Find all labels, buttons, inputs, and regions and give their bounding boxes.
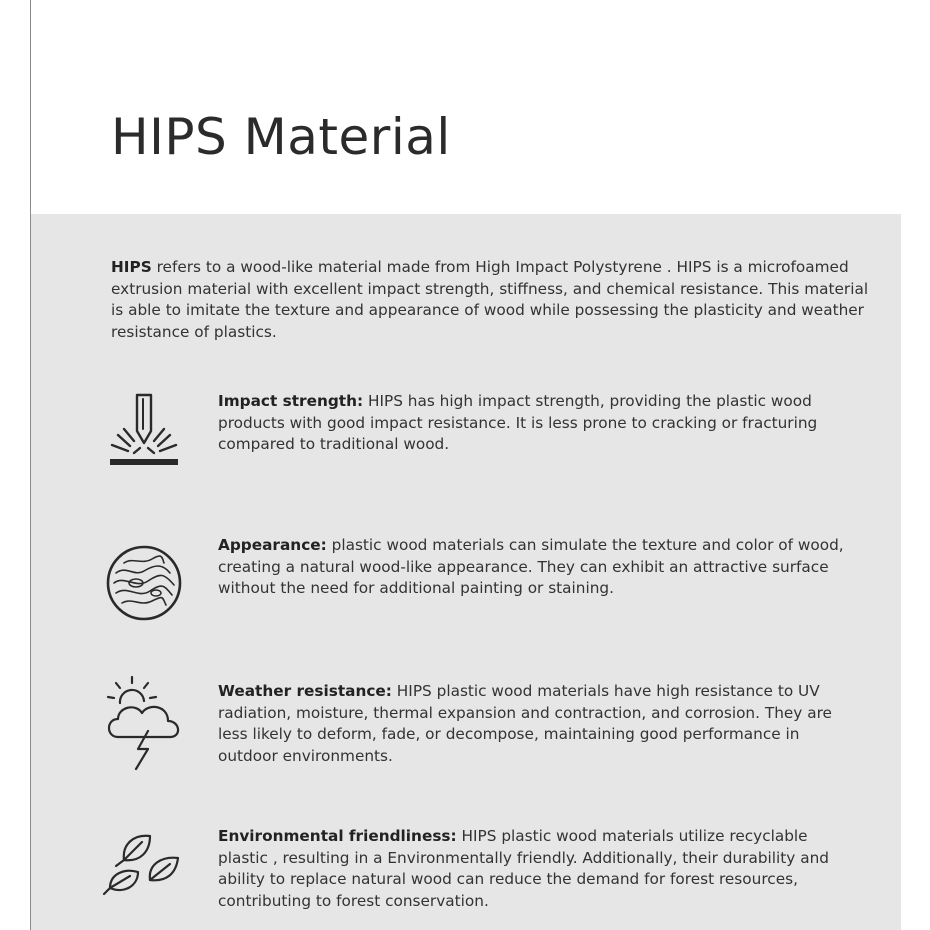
feature-heading: Appearance: [218, 536, 327, 554]
leaves-icon [102, 830, 198, 926]
feature-text [218, 535, 858, 600]
feature-heading: Weather resistance: [218, 682, 392, 700]
intro-paragraph [111, 257, 871, 343]
feature-body: plastic wood materials can simulate the texture and color of wood, creating a natural wood-like appearance. They can exhibit an attractive surface without the need for additional painting or staining. [218, 536, 844, 597]
feature-body: HIPS plastic wood materials utilize recyclable plastic , resulting in a Environmentally friendly. Additionally, their durability and ability to replace natural wood can reduce the demand for forest resources, contributing to forest conservation. [218, 827, 829, 910]
feature-text [218, 681, 858, 767]
wood-grain-icon [104, 543, 200, 639]
feature-text [218, 391, 858, 456]
feature-heading: Environmental friendliness: [218, 827, 457, 845]
impact-icon [104, 391, 200, 487]
weather-icon [102, 673, 198, 769]
feature-heading: Impact strength: [218, 392, 364, 410]
feature-body: HIPS has high impact strength, providing the plastic wood products with good impact resistance. It is less prone to cracking or fracturing compared to traditional wood. [218, 392, 818, 453]
intro-body: refers to a wood-like material made from High Impact Polystyrene . HIPS is a microfoamed extrusion material with excellent impact strength, stiffness, and chemical resistance. This material is able to imitate the texture and appearance of wood while possessing the plasticity and weather resistance of plastics. [111, 258, 869, 341]
page-title: HIPS Material [111, 108, 451, 166]
intro-term: HIPS [111, 258, 152, 276]
feature-text [218, 826, 858, 912]
feature-body: HIPS plastic wood materials have high resistance to UV radiation, moisture, thermal expansion and contraction, and corrosion. They are less likely to deform, fade, or decompose, maintaining good performance in outdoor environments. [218, 682, 832, 765]
